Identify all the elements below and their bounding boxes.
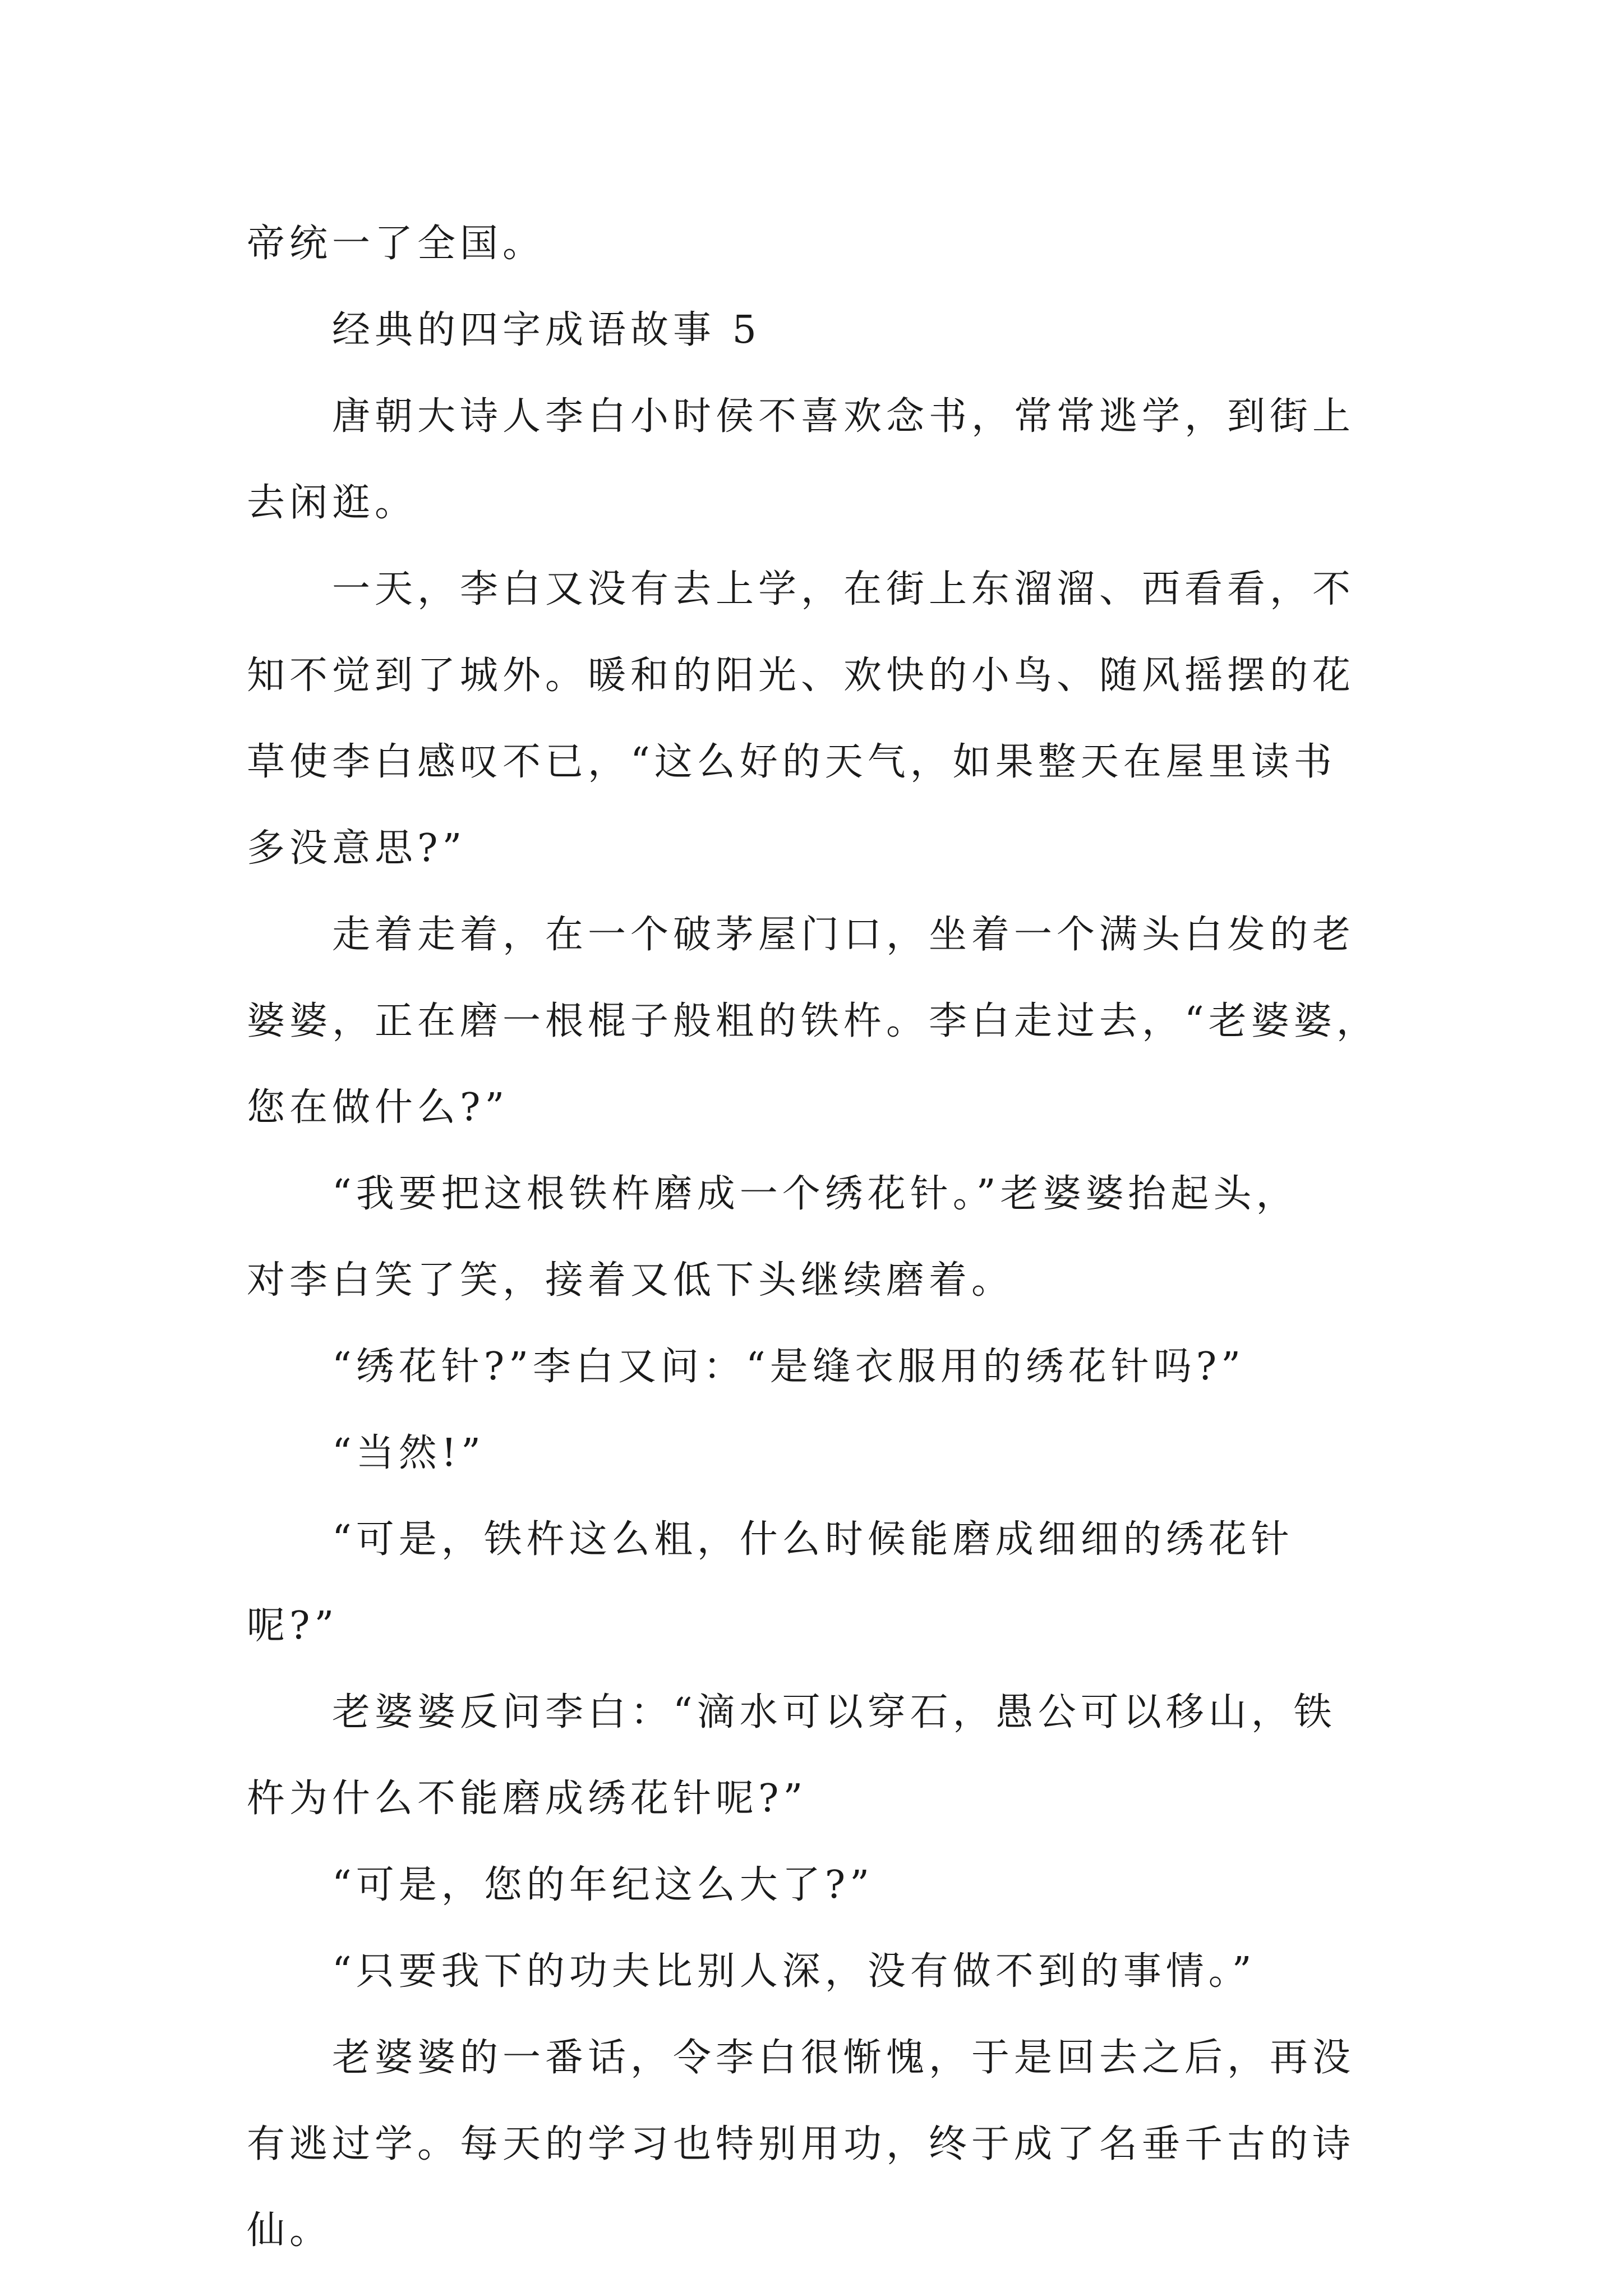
text-line: 您在做什么?” [247, 1085, 509, 1130]
text-line: 草使李白感叹不已，“这么好的天气，如果整天在屋里读书 [247, 740, 1336, 784]
text-line: 一天，李白又没有去上学，在街上东溜溜、西看看，不 [332, 567, 1355, 611]
document-body [247, 201, 1385, 2274]
text-line: “只要我下的功夫比别人深，没有做不到的事情。” [332, 1949, 1256, 1994]
text-line: 去闲逛。 [247, 481, 418, 525]
section-heading: 经典的四字成语故事 5 [332, 308, 761, 352]
text-line: 杵为什么不能磨成绣花针呢?” [247, 1777, 808, 1821]
text-line: 多没意思?” [247, 826, 467, 871]
text-line: “可是，您的年纪这么大了?” [332, 1863, 874, 1907]
text-line: 帝统一了全国。 [247, 222, 546, 266]
text-line: 老婆婆的一番话，令李白很惭愧，于是回去之后，再没 [332, 2036, 1355, 2080]
text-line: 老婆婆反问李白：“滴水可以穿石，愚公可以移山，铁 [332, 1690, 1336, 1734]
text-line: 对李白笑了笑，接着又低下头继续磨着。 [247, 1258, 1015, 1303]
text-line: “当然!” [332, 1431, 485, 1475]
text-line: “我要把这根铁杵磨成一个绣花针。”老婆婆抬起头， [332, 1172, 1299, 1216]
text-line: 唐朝大诗人李白小时侯不喜欢念书，常常逃学，到街上 [332, 394, 1355, 439]
text-line: 婆婆，正在磨一根棍子般粗的铁杵。李白走过去，“老婆婆， [247, 999, 1379, 1043]
text-line: 知不觉到了城外。暖和的阳光、欢快的小鸟、随风摇摆的花 [247, 654, 1355, 698]
text-line: 仙。 [247, 2208, 333, 2253]
text-line: “可是，铁杵这么粗，什么时候能磨成细细的绣花针 [332, 1517, 1294, 1562]
text-line: 有逃过学。每天的学习也特别用功，终于成了名垂千古的诗 [247, 2122, 1355, 2166]
text-line: 走着走着，在一个破茅屋门口，坐着一个满头白发的老 [332, 913, 1355, 957]
text-line: 呢?” [247, 1604, 339, 1648]
text-line: “绣花针?”李白又问：“是缝衣服用的绣花针吗?” [332, 1345, 1245, 1389]
